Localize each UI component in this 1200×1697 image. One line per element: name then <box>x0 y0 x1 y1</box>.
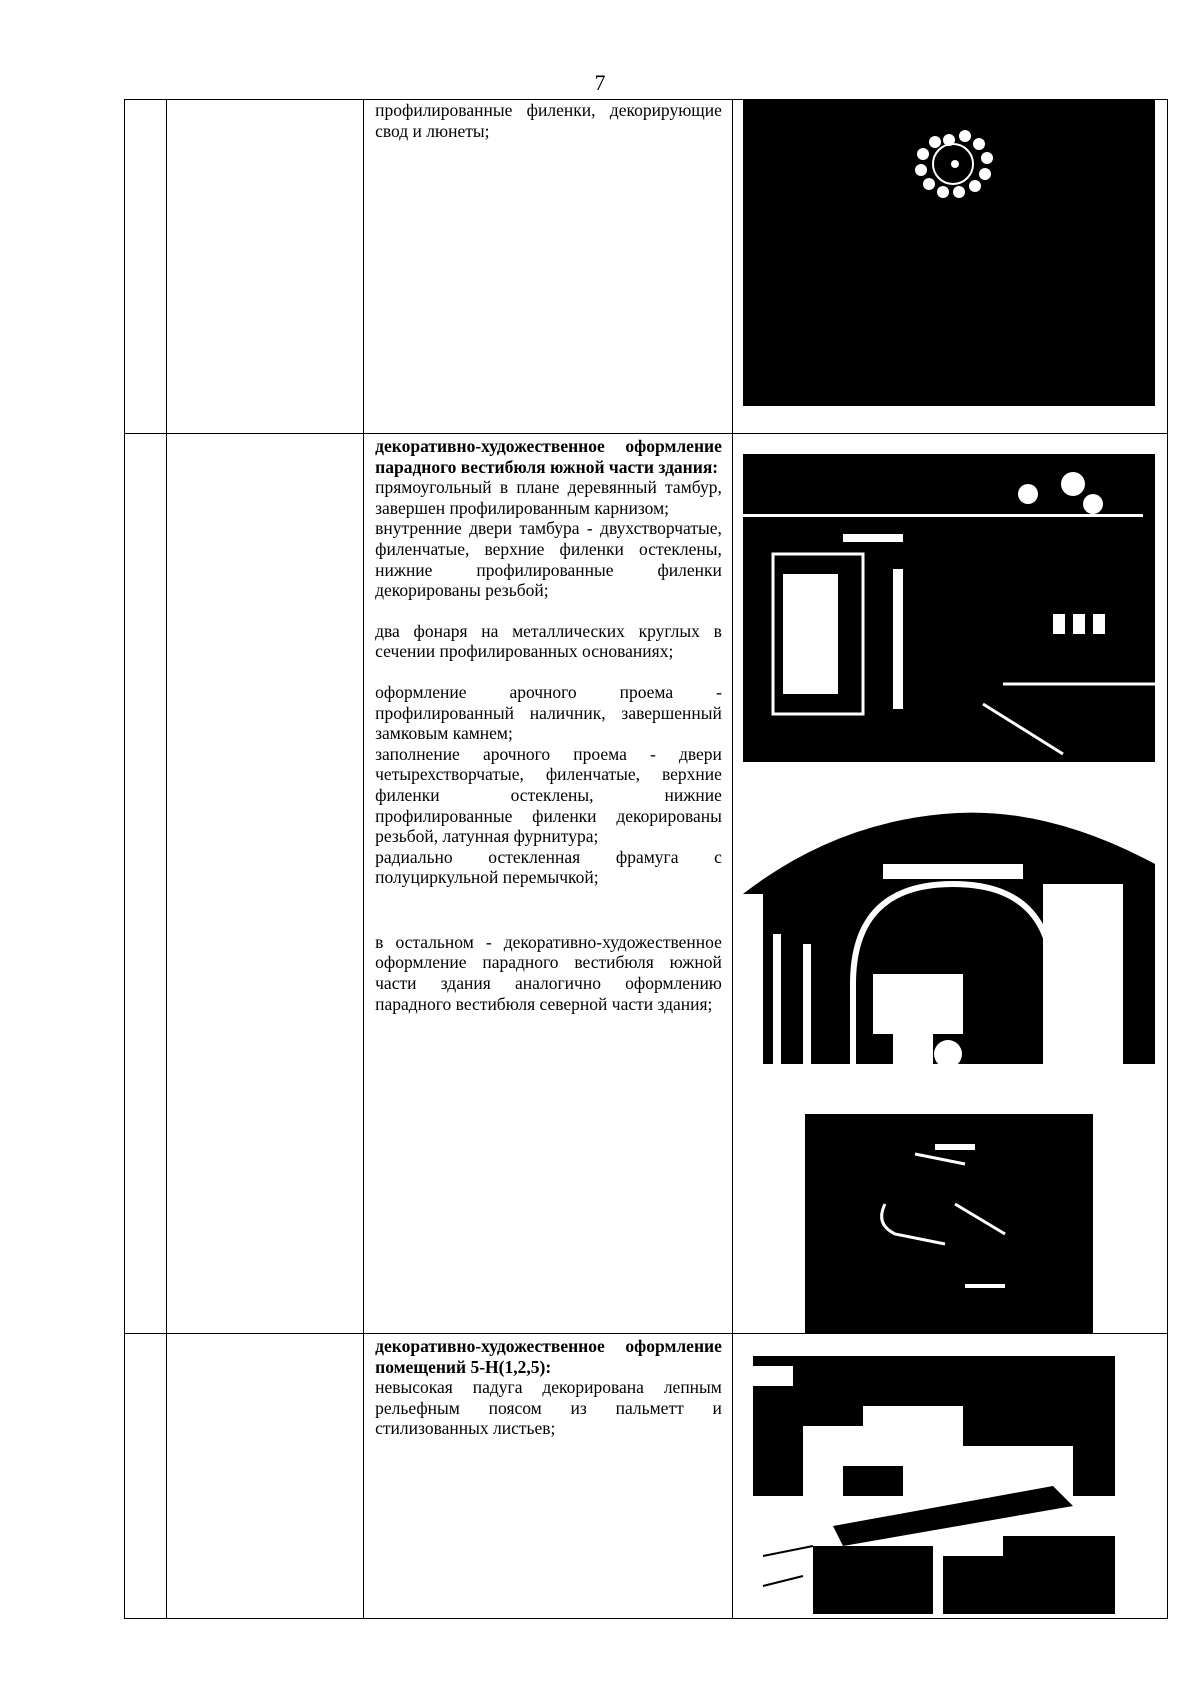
photo-chandelier <box>743 100 1155 406</box>
description-cell <box>364 100 733 434</box>
section-heading: декоративно-художественное оформление помещений 5-Н(1,2,5): <box>375 1336 722 1377</box>
paragraph: оформление арочного проема - профилированный наличник, завершенный замковым камнем; <box>375 681 722 744</box>
photo-dark-interior <box>805 1114 1093 1334</box>
photo-arched-doorway <box>743 784 1155 1090</box>
table-row <box>125 100 1168 434</box>
col-object-cell <box>167 100 364 434</box>
table-row <box>125 1334 1168 1619</box>
photo-vestibule-tambour <box>743 454 1155 762</box>
page-number: 7 <box>594 70 606 95</box>
col-number-cell <box>125 1334 167 1619</box>
heritage-table <box>124 99 1168 1619</box>
paragraph: радиально остекленная фрамуга с полуциркульной перемычкой; <box>375 846 722 888</box>
paragraph: два фонаря на металлических круглых в сечении профилированных основаниях; <box>375 620 722 662</box>
photo-cell <box>732 434 1167 1334</box>
description-cell <box>364 434 733 1334</box>
photo-relief-frieze <box>753 1356 1115 1614</box>
description-cell <box>364 1334 733 1619</box>
paragraph: невысокая падуга декорирована лепным рельефным поясом из пальметт и стилизованных листьев; <box>375 1377 722 1439</box>
paragraph: прямоугольный в плане деревянный тамбур, завершен профилированным карнизом; <box>375 477 722 518</box>
paragraph: заполнение арочного проема - двери четырехстворчатые, филенчатые, верхние филенки остеклены, нижние профилированные филенки декорированы резьбой, латунная фурнитура; <box>375 743 722 847</box>
photo-cell <box>732 1334 1167 1619</box>
table-row <box>125 434 1168 1334</box>
paragraph: профилированные филенки, декорирующие свод и люнеты; <box>375 100 722 141</box>
col-number-cell <box>125 100 167 434</box>
photo-cell <box>732 100 1167 434</box>
col-object-cell <box>167 1334 364 1619</box>
section-heading: декоративно-художественное оформление парадного вестибюля южной части здания: <box>375 436 722 477</box>
paragraph: в остальном - декоративно-художественное оформление парадного вестибюля южной части здания аналогично оформлению парадного вестибюля северной части здания; <box>375 931 722 1014</box>
col-object-cell <box>167 434 364 1334</box>
col-number-cell <box>125 434 167 1334</box>
paragraph: внутренние двери тамбура - двухстворчатые, филенчатые, верхние филенки остеклены, нижние профилированные филенки декорированы резьбой; <box>375 518 722 601</box>
